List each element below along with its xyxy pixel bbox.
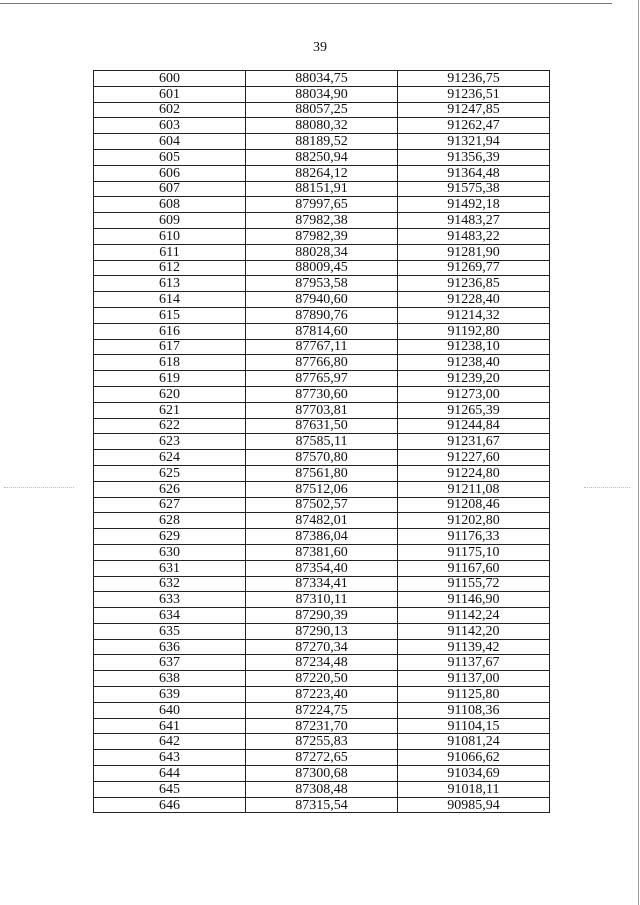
table-row	[94, 639, 550, 655]
page-number: 39	[313, 40, 327, 55]
x-coordinate-cell: 87220,50	[246, 671, 398, 687]
y-coordinate-cell: 91238,40	[398, 355, 550, 371]
y-coordinate-cell: 91236,75	[398, 71, 550, 87]
scan-artifact-left	[4, 487, 74, 488]
table-row	[94, 292, 550, 308]
x-coordinate-cell: 88009,45	[246, 260, 398, 276]
y-coordinate-cell: 91238,10	[398, 339, 550, 355]
point-number-cell: 641	[94, 718, 246, 734]
x-coordinate-cell: 87814,60	[246, 323, 398, 339]
table-row	[94, 481, 550, 497]
point-number-cell: 605	[94, 149, 246, 165]
table-row	[94, 797, 550, 813]
x-coordinate-cell: 88057,25	[246, 102, 398, 118]
table-row	[94, 118, 550, 134]
y-coordinate-cell: 91108,36	[398, 702, 550, 718]
page-edge-line	[638, 0, 639, 905]
x-coordinate-cell: 87953,58	[246, 276, 398, 292]
x-coordinate-cell: 87290,13	[246, 623, 398, 639]
x-coordinate-cell: 87223,40	[246, 687, 398, 703]
coordinates-table	[93, 70, 550, 813]
y-coordinate-cell: 91321,94	[398, 134, 550, 150]
y-coordinate-cell: 91066,62	[398, 750, 550, 766]
y-coordinate-cell: 91231,67	[398, 434, 550, 450]
table-row	[94, 149, 550, 165]
x-coordinate-cell: 88080,32	[246, 118, 398, 134]
table-row	[94, 86, 550, 102]
point-number-cell: 601	[94, 86, 246, 102]
y-coordinate-cell: 91155,72	[398, 576, 550, 592]
table-row	[94, 355, 550, 371]
x-coordinate-cell: 88189,52	[246, 134, 398, 150]
point-number-cell: 625	[94, 465, 246, 481]
y-coordinate-cell: 91192,80	[398, 323, 550, 339]
table-row	[94, 434, 550, 450]
table-row	[94, 228, 550, 244]
point-number-cell: 644	[94, 766, 246, 782]
table-row	[94, 260, 550, 276]
point-number-cell: 636	[94, 639, 246, 655]
x-coordinate-cell: 88034,90	[246, 86, 398, 102]
x-coordinate-cell: 88151,91	[246, 181, 398, 197]
y-coordinate-cell: 91167,60	[398, 560, 550, 576]
x-coordinate-cell: 87482,01	[246, 513, 398, 529]
table-row	[94, 71, 550, 87]
point-number-cell: 631	[94, 560, 246, 576]
point-number-cell: 614	[94, 292, 246, 308]
point-number-cell: 623	[94, 434, 246, 450]
point-number-cell: 612	[94, 260, 246, 276]
table-row	[94, 687, 550, 703]
table-row	[94, 165, 550, 181]
table-row	[94, 134, 550, 150]
y-coordinate-cell: 91227,60	[398, 450, 550, 466]
point-number-cell: 603	[94, 118, 246, 134]
table-row	[94, 623, 550, 639]
point-number-cell: 635	[94, 623, 246, 639]
y-coordinate-cell: 91137,00	[398, 671, 550, 687]
table-row	[94, 560, 550, 576]
point-number-cell: 600	[94, 71, 246, 87]
point-number-cell: 620	[94, 386, 246, 402]
point-number-cell: 606	[94, 165, 246, 181]
x-coordinate-cell: 87315,54	[246, 797, 398, 813]
x-coordinate-cell: 87561,80	[246, 465, 398, 481]
table-row	[94, 671, 550, 687]
table-row	[94, 102, 550, 118]
point-number-cell: 624	[94, 450, 246, 466]
point-number-cell: 602	[94, 102, 246, 118]
point-number-cell: 632	[94, 576, 246, 592]
point-number-cell: 618	[94, 355, 246, 371]
y-coordinate-cell: 91176,33	[398, 529, 550, 545]
table-row	[94, 386, 550, 402]
x-coordinate-cell: 87997,65	[246, 197, 398, 213]
x-coordinate-cell: 87386,04	[246, 529, 398, 545]
table-row	[94, 513, 550, 529]
y-coordinate-cell: 91125,80	[398, 687, 550, 703]
table-body	[94, 71, 550, 813]
x-coordinate-cell: 87982,39	[246, 228, 398, 244]
x-coordinate-cell: 87703,81	[246, 402, 398, 418]
x-coordinate-cell: 87767,11	[246, 339, 398, 355]
point-number-cell: 645	[94, 781, 246, 797]
table-row	[94, 608, 550, 624]
point-number-cell: 609	[94, 213, 246, 229]
y-coordinate-cell: 91575,38	[398, 181, 550, 197]
point-number-cell: 615	[94, 307, 246, 323]
y-coordinate-cell: 91142,24	[398, 608, 550, 624]
table-row	[94, 592, 550, 608]
y-coordinate-cell: 91273,00	[398, 386, 550, 402]
y-coordinate-cell: 91081,24	[398, 734, 550, 750]
x-coordinate-cell: 87512,06	[246, 481, 398, 497]
table-row	[94, 465, 550, 481]
point-number-cell: 607	[94, 181, 246, 197]
x-coordinate-cell: 88034,75	[246, 71, 398, 87]
x-coordinate-cell: 87231,70	[246, 718, 398, 734]
point-number-cell: 630	[94, 544, 246, 560]
point-number-cell: 613	[94, 276, 246, 292]
x-coordinate-cell: 87502,57	[246, 497, 398, 513]
y-coordinate-cell: 91202,80	[398, 513, 550, 529]
point-number-cell: 642	[94, 734, 246, 750]
point-number-cell: 640	[94, 702, 246, 718]
top-border-line	[0, 3, 612, 4]
table-row	[94, 497, 550, 513]
x-coordinate-cell: 87940,60	[246, 292, 398, 308]
table-row	[94, 371, 550, 387]
y-coordinate-cell: 91492,18	[398, 197, 550, 213]
table-row	[94, 244, 550, 260]
point-number-cell: 628	[94, 513, 246, 529]
table-row	[94, 750, 550, 766]
x-coordinate-cell: 87290,39	[246, 608, 398, 624]
y-coordinate-cell: 90985,94	[398, 797, 550, 813]
table-row	[94, 655, 550, 671]
y-coordinate-cell: 91175,10	[398, 544, 550, 560]
y-coordinate-cell: 91269,77	[398, 260, 550, 276]
point-number-cell: 637	[94, 655, 246, 671]
y-coordinate-cell: 91236,85	[398, 276, 550, 292]
x-coordinate-cell: 88028,34	[246, 244, 398, 260]
x-coordinate-cell: 88250,94	[246, 149, 398, 165]
point-number-cell: 638	[94, 671, 246, 687]
table-row	[94, 718, 550, 734]
x-coordinate-cell: 87890,76	[246, 307, 398, 323]
point-number-cell: 619	[94, 371, 246, 387]
y-coordinate-cell: 91483,22	[398, 228, 550, 244]
table-row	[94, 544, 550, 560]
point-number-cell: 634	[94, 608, 246, 624]
x-coordinate-cell: 87765,97	[246, 371, 398, 387]
y-coordinate-cell: 91364,48	[398, 165, 550, 181]
y-coordinate-cell: 91247,85	[398, 102, 550, 118]
x-coordinate-cell: 87354,40	[246, 560, 398, 576]
table-row	[94, 702, 550, 718]
point-number-cell: 604	[94, 134, 246, 150]
y-coordinate-cell: 91262,47	[398, 118, 550, 134]
point-number-cell: 608	[94, 197, 246, 213]
table-row	[94, 213, 550, 229]
table-row	[94, 181, 550, 197]
point-number-cell: 626	[94, 481, 246, 497]
y-coordinate-cell: 91281,90	[398, 244, 550, 260]
point-number-cell: 646	[94, 797, 246, 813]
table-row	[94, 402, 550, 418]
x-coordinate-cell: 87255,83	[246, 734, 398, 750]
table-row	[94, 197, 550, 213]
x-coordinate-cell: 87381,60	[246, 544, 398, 560]
table-row	[94, 307, 550, 323]
table-row	[94, 450, 550, 466]
x-coordinate-cell: 87766,80	[246, 355, 398, 371]
y-coordinate-cell: 91356,39	[398, 149, 550, 165]
table-row	[94, 576, 550, 592]
point-number-cell: 616	[94, 323, 246, 339]
point-number-cell: 633	[94, 592, 246, 608]
point-number-cell: 611	[94, 244, 246, 260]
x-coordinate-cell: 87224,75	[246, 702, 398, 718]
point-number-cell: 621	[94, 402, 246, 418]
point-number-cell: 627	[94, 497, 246, 513]
y-coordinate-cell: 91137,67	[398, 655, 550, 671]
y-coordinate-cell: 91236,51	[398, 86, 550, 102]
x-coordinate-cell: 87270,34	[246, 639, 398, 655]
y-coordinate-cell: 91146,90	[398, 592, 550, 608]
y-coordinate-cell: 91224,80	[398, 465, 550, 481]
table-row	[94, 781, 550, 797]
point-number-cell: 610	[94, 228, 246, 244]
x-coordinate-cell: 87631,50	[246, 418, 398, 434]
y-coordinate-cell: 91034,69	[398, 766, 550, 782]
scan-artifact-right	[584, 487, 630, 488]
y-coordinate-cell: 91142,20	[398, 623, 550, 639]
x-coordinate-cell: 87585,11	[246, 434, 398, 450]
x-coordinate-cell: 87310,11	[246, 592, 398, 608]
x-coordinate-cell: 87234,48	[246, 655, 398, 671]
point-number-cell: 639	[94, 687, 246, 703]
x-coordinate-cell: 87272,65	[246, 750, 398, 766]
point-number-cell: 629	[94, 529, 246, 545]
y-coordinate-cell: 91211,08	[398, 481, 550, 497]
y-coordinate-cell: 91208,46	[398, 497, 550, 513]
y-coordinate-cell: 91104,15	[398, 718, 550, 734]
table-row	[94, 323, 550, 339]
x-coordinate-cell: 87334,41	[246, 576, 398, 592]
x-coordinate-cell: 88264,12	[246, 165, 398, 181]
table-row	[94, 339, 550, 355]
y-coordinate-cell: 91265,39	[398, 402, 550, 418]
y-coordinate-cell: 91018,11	[398, 781, 550, 797]
x-coordinate-cell: 87730,60	[246, 386, 398, 402]
table-row	[94, 766, 550, 782]
point-number-cell: 643	[94, 750, 246, 766]
y-coordinate-cell: 91244,84	[398, 418, 550, 434]
y-coordinate-cell: 91214,32	[398, 307, 550, 323]
table-row	[94, 529, 550, 545]
y-coordinate-cell: 91139,42	[398, 639, 550, 655]
y-coordinate-cell: 91228,40	[398, 292, 550, 308]
table-row	[94, 418, 550, 434]
x-coordinate-cell: 87300,68	[246, 766, 398, 782]
x-coordinate-cell: 87308,48	[246, 781, 398, 797]
x-coordinate-cell: 87570,80	[246, 450, 398, 466]
table-row	[94, 734, 550, 750]
y-coordinate-cell: 91483,27	[398, 213, 550, 229]
table-row	[94, 276, 550, 292]
y-coordinate-cell: 91239,20	[398, 371, 550, 387]
point-number-cell: 617	[94, 339, 246, 355]
x-coordinate-cell: 87982,38	[246, 213, 398, 229]
point-number-cell: 622	[94, 418, 246, 434]
